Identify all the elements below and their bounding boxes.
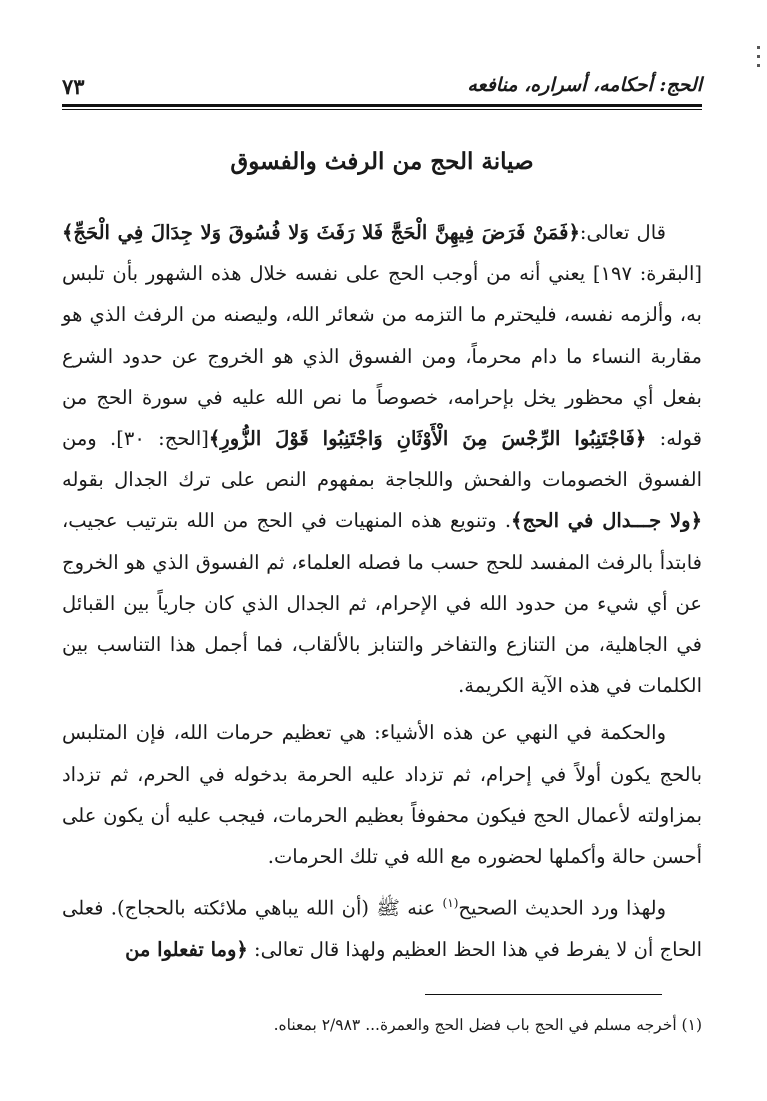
text-segment: عنه ﷺ (أن الله يباهي ملائكته بالحجاج). فعلى الحاج أن لا يفرط في هذا الحظ العظيم ولهذا قال تعالى:	[62, 896, 702, 961]
footnote-rule	[425, 994, 662, 995]
quran-quote: ﴿وما تفعلوا من	[125, 937, 248, 961]
text-segment: [البقرة: ١٩٧] يعني أنه من أوجب الحج على نفسه خلال هذه الشهور بأن تلبس به، وألزمه نفسه، فليحترم ما التزمه من شعائر الله، وليصنه من الرفث الذي هو مقاربة النساء ما دام محرماً، ومن الفسوق الذي هو الخروج عن حدود الشرع بفعل أي محظور يخل بإحرامه، خصوصاً ما نص الله عليه في سورة الحج من قوله:	[62, 262, 702, 451]
page-number: ٧٣	[62, 74, 85, 99]
quran-quote: ﴿ولا جـــدال في الحج﴾	[511, 509, 702, 533]
running-title: الحج: أحكامه، أسراره، منافعه	[467, 74, 702, 96]
text-segment: [الحج: ٣٠]. ومن الفسوق الخصومات والفحش واللجاجة بمفهوم النص على ترك الجدال بقوله	[62, 427, 702, 492]
footnote: (١) أخرجه مسلم في الحج باب فضل الحج والعمرة... ٢/٩٨٣ بمعناه.	[273, 1016, 702, 1034]
text-segment: . وتنويع هذه المنهيات في الحج من الله بترتيب عجيب، فابتدأ بالرفث المفسد للحج حسب ما فصله العلماء، ثم الفسوق الذي هو الخروج عن أي شيء من حدود الله في الإحرام، ثم الجدال الذي كان جارياً بين القبائل في الجاهلية، من التنازع والتفاخر والتنابز بالألقاب، فما أجمل هذا التناسب بين الكلمات في هذه الآية الكريمة.	[62, 509, 702, 698]
body-text	[62, 212, 702, 976]
section-title: صيانة الحج من الرفث والفسوق	[230, 148, 534, 175]
paragraph-3	[62, 883, 702, 970]
paragraph-1	[62, 212, 702, 706]
quran-quote: ﴿فَاجْتَنِبُوا الرِّجْسَ مِنَ الْأَوْثَانِ وَاجْتَنِبُوا قَوْلَ الزُّورِ﴾	[208, 427, 647, 451]
footnote-ref: (١)	[442, 896, 459, 911]
text-segment: قال تعالى:	[579, 221, 666, 244]
paragraph-2	[62, 712, 702, 877]
scan-edge-marks	[757, 40, 763, 130]
header-rule-thin	[62, 109, 702, 110]
header-rule	[62, 104, 702, 107]
page-header	[62, 70, 702, 104]
text-segment: والحكمة في النهي عن هذه الأشياء: هي تعظيم حرمات الله، فإن المتلبس بالحج يكون أولاً في إحرام، ثم تزداد عليه الحرمة بدخوله في الحرم، ثم تزداد بمزاولته لأعمال الحج فيكون محفوفاً بعظيم الحرمات، فيجب عليه أن يكون على أحسن حالة وأكملها لحضوره مع الله في تلك الحرمات.	[62, 721, 702, 869]
quran-quote: ﴿فَمَنْ فَرَضَ فِيهِنَّ الْحَجَّ فَلا رَفَثَ وَلا فُسُوقَ وَلا جِدَالَ فِي الْحَجِّ﴾	[62, 221, 580, 244]
text-segment: ولهذا ورد الحديث الصحيح	[458, 896, 666, 920]
